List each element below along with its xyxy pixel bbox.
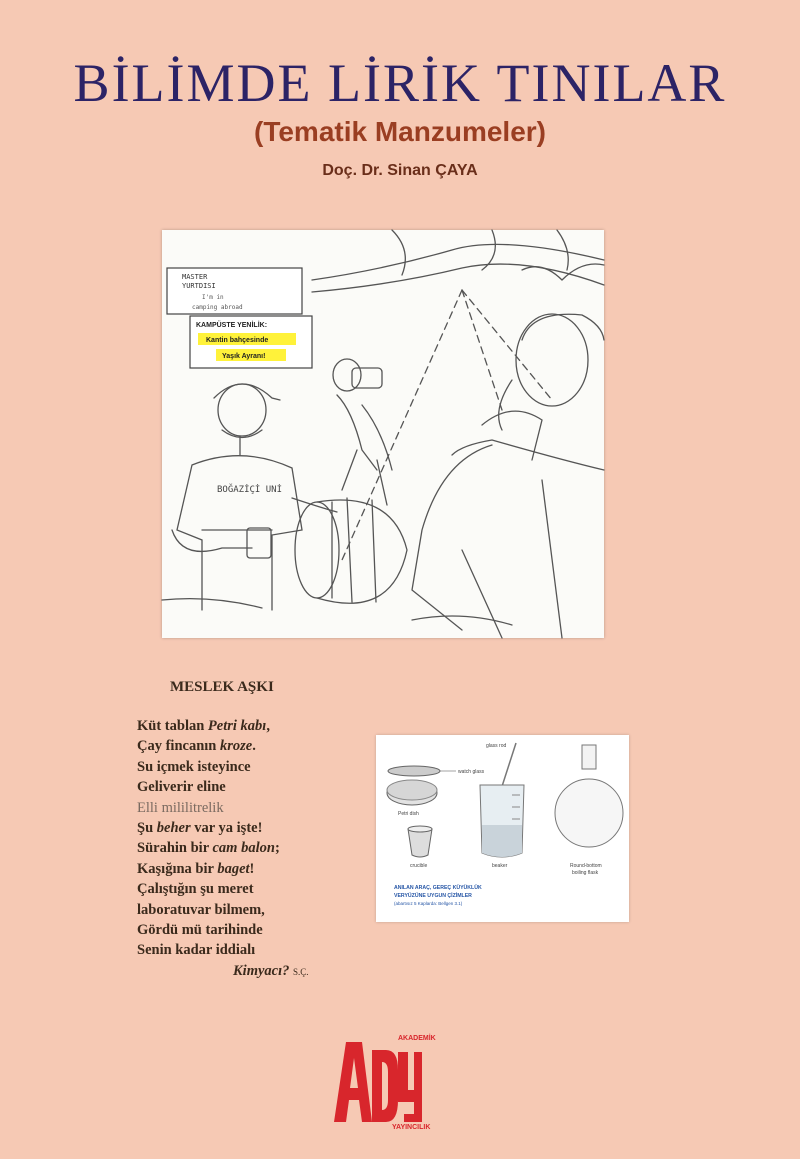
book-title: BİLİMDE LİRİK TINILAR	[73, 53, 727, 113]
poem-line: Çalıştığın şu meret	[137, 881, 254, 898]
poem-line: Çay fincanın kroze.	[137, 738, 256, 755]
lab-caption-1: ANILAN ARAÇ, GEREÇ KÜYÜKLÜK	[394, 885, 482, 891]
poem-line: Şu beher var ya işte!	[137, 820, 263, 837]
poem-line: Geliverir eline	[137, 779, 226, 796]
poem-line: Elli mililitrelik	[137, 799, 224, 816]
crucible-drawing	[408, 826, 432, 869]
poem-line: Kaşığına bir baget!	[137, 860, 255, 877]
petri-dish-drawing	[387, 780, 437, 817]
banner-line-2: Yaşık Ayranı!	[222, 353, 266, 360]
poem-signature: Kimyacı? S.Ç.	[233, 962, 309, 979]
author-name: Doç. Dr. Sinan ÇAYA	[322, 162, 478, 179]
label-crucible: crucible	[410, 863, 428, 869]
label-watch-glass: watch glass	[458, 769, 485, 775]
label-flask-1: Round-bottom	[570, 863, 602, 869]
label-beaker: beaker	[492, 863, 508, 869]
publisher-logo-mark	[332, 1030, 436, 1131]
board-line-2: YURTDISI	[182, 282, 216, 290]
poem-line: Sürahin bir cam balon;	[137, 840, 280, 857]
publisher-logo	[332, 1030, 436, 1131]
beaker-drawing	[480, 743, 524, 869]
shirt-text: BOĞAZİÇİ UNİ	[217, 485, 283, 495]
sketch-drawing	[162, 230, 604, 638]
board-line-4: camping abroad	[192, 304, 243, 311]
sketch-yellow-banner	[190, 316, 312, 368]
label-petri-dish: Petri dish	[398, 811, 419, 817]
board-line-3: I'm in	[202, 294, 224, 301]
lab-drawing	[376, 735, 629, 922]
banner-line-1: Kantin bahçesinde	[206, 337, 269, 344]
poem-line: Küt tablan Petri kabı,	[137, 718, 270, 734]
poem-title: MESLEK AŞKI	[170, 679, 274, 695]
poem-line: Su içmek isteyince	[137, 758, 251, 775]
lab-caption-2: VERYÜZÜNE UYGUN ÇİZİMLER	[394, 893, 472, 899]
lab-caption-3: (abartısız 5 Kaplarda: Bellgen 3.1)	[394, 901, 463, 906]
watch-glass-drawing	[388, 766, 485, 776]
lab-equipment-illustration	[376, 735, 629, 922]
logo-top-text: AKADEMİK	[398, 1035, 436, 1042]
logo-bottom-text: YAYINCILIK	[392, 1124, 431, 1131]
poem-signature-initials: S.Ç.	[293, 966, 309, 977]
board-line-1: MASTER	[182, 273, 208, 281]
round-flask-drawing	[555, 745, 623, 876]
poem-body	[137, 716, 309, 982]
cover-sketch-illustration	[162, 230, 604, 638]
sketch-board-sign	[167, 268, 302, 314]
poem-line: Gördü mü tarihinde	[137, 922, 263, 939]
book-subtitle: (Tematik Manzumeler)	[254, 116, 546, 147]
label-flask-2: boiling flask	[572, 870, 599, 876]
poem-line: Senin kadar iddialı	[137, 942, 256, 959]
label-glass-rod: glass rod	[486, 743, 507, 749]
banner-title: KAMPÜSTE YENİLİK:	[196, 322, 268, 329]
poem-line: laboratuvar bilmem,	[137, 901, 265, 918]
